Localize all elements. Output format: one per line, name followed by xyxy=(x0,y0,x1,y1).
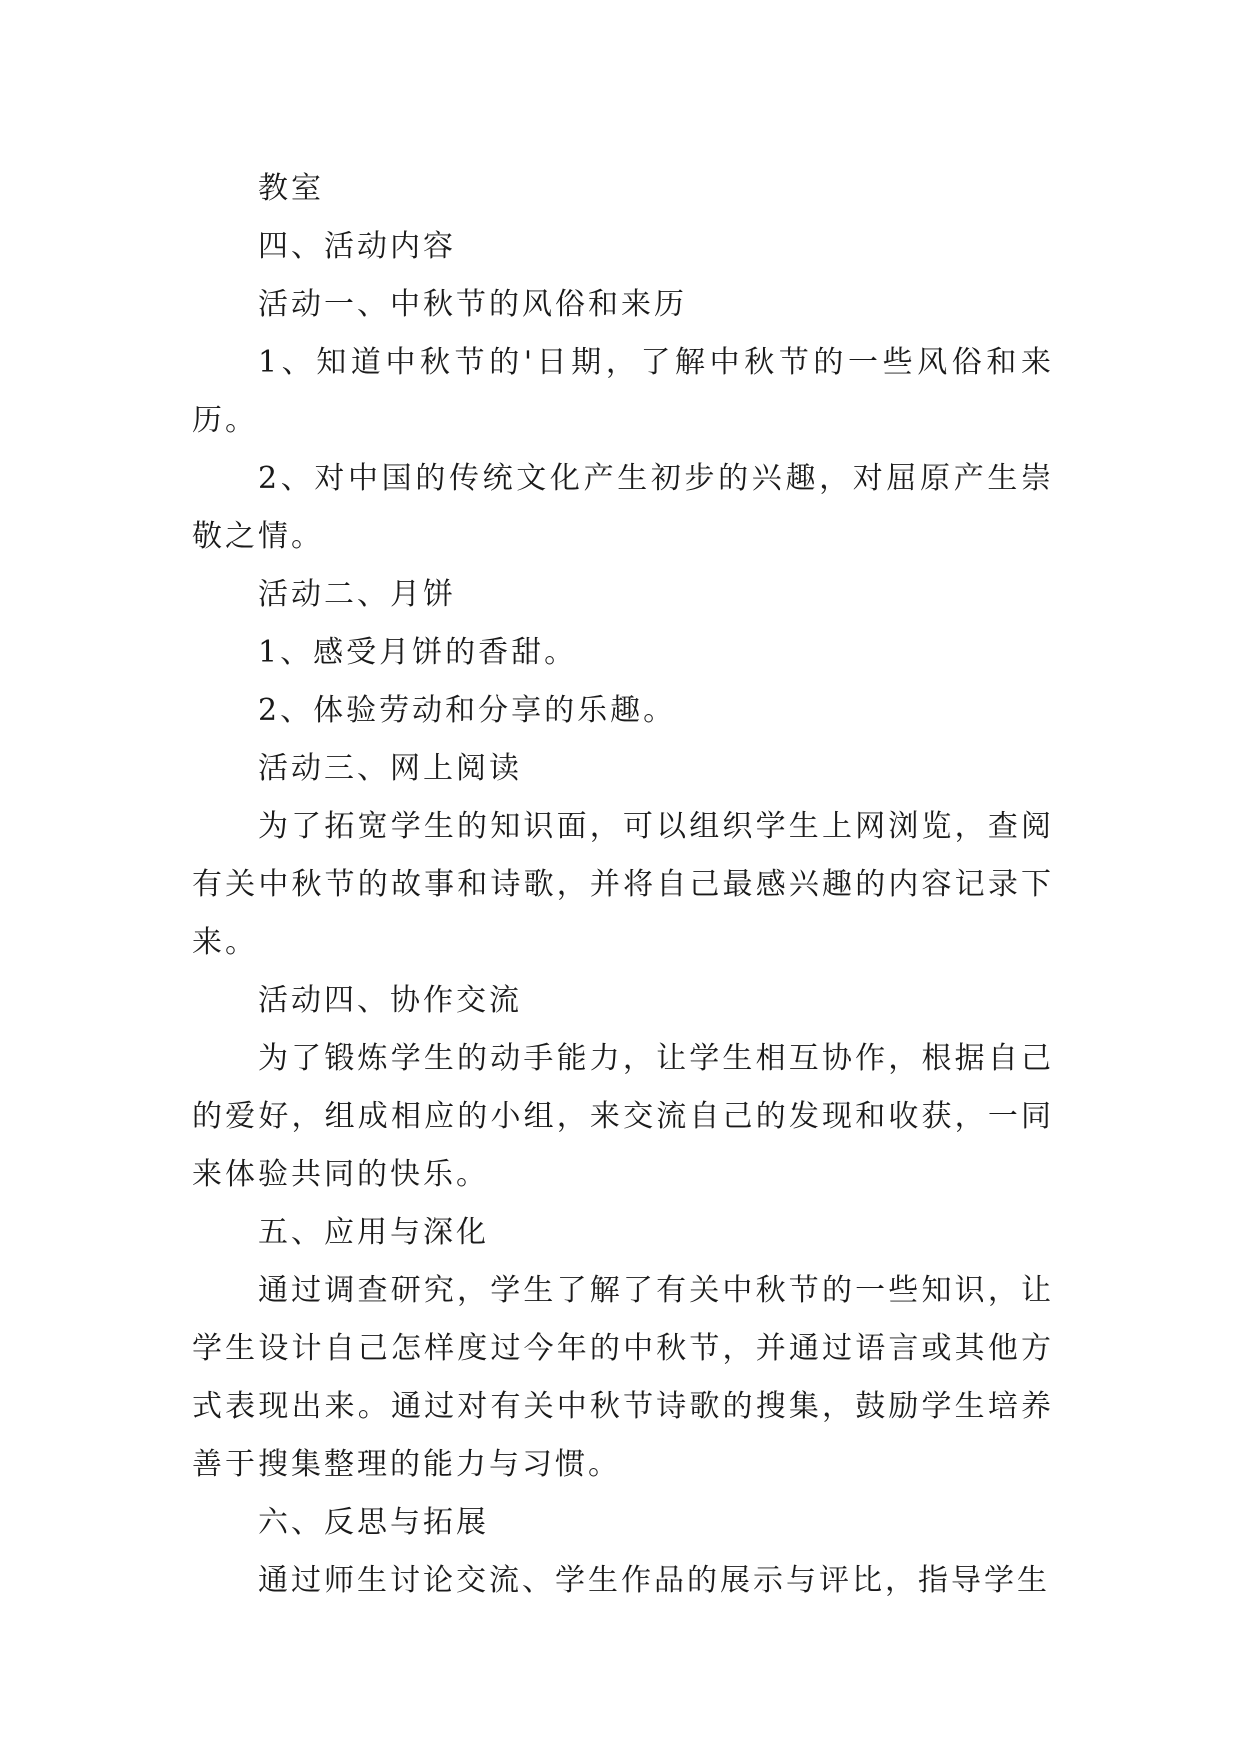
heading-activity-four: 活动四、协作交流 xyxy=(258,983,522,1018)
paragraph-activity-two-item-2: 2、体验劳动和分享的乐趣。 xyxy=(258,693,677,728)
heading-activity-content: 四、活动内容 xyxy=(258,229,456,264)
heading-reflection: 六、反思与拓展 xyxy=(258,1505,489,1540)
paragraph-application: 通过调查研究，学生了解了有关中秋节的一些知识，让学生设计自己怎样度过今年的中秋节，并通过语言或其他方式表现出来。通过对有关中秋节诗歌的搜集，鼓励学生培养善于搜集整理的能力与习惯。 xyxy=(192,1273,1054,1482)
heading-application: 五、应用与深化 xyxy=(258,1215,489,1250)
heading-activity-one: 活动一、中秋节的风俗和来历 xyxy=(258,287,687,322)
paragraph-activity-one-item-1: 1、知道中秋节的'日期，了解中秋节的一些风俗和来历。 xyxy=(192,345,1054,438)
paragraph-activity-four: 为了锻炼学生的动手能力，让学生相互协作，根据自己的爱好，组成相应的小组，来交流自己的发现和收获，一同来体验共同的快乐。 xyxy=(192,1041,1054,1192)
paragraph-reflection: 通过师生讨论交流、学生作品的展示与评比，指导学生 xyxy=(258,1563,1050,1598)
paragraph-activity-two-item-1: 1、感受月饼的香甜。 xyxy=(258,635,578,670)
document-body xyxy=(192,160,1054,1610)
heading-activity-two: 活动二、月饼 xyxy=(258,577,456,612)
heading-activity-three: 活动三、网上阅读 xyxy=(258,751,522,786)
paragraph-activity-three: 为了拓宽学生的知识面，可以组织学生上网浏览，查阅有关中秋节的故事和诗歌，并将自己最感兴趣的内容记录下来。 xyxy=(192,809,1054,960)
paragraph-classroom: 教室 xyxy=(258,171,324,206)
paragraph-activity-one-item-2: 2、对中国的传统文化产生初步的兴趣，对屈原产生崇敬之情。 xyxy=(192,461,1054,554)
